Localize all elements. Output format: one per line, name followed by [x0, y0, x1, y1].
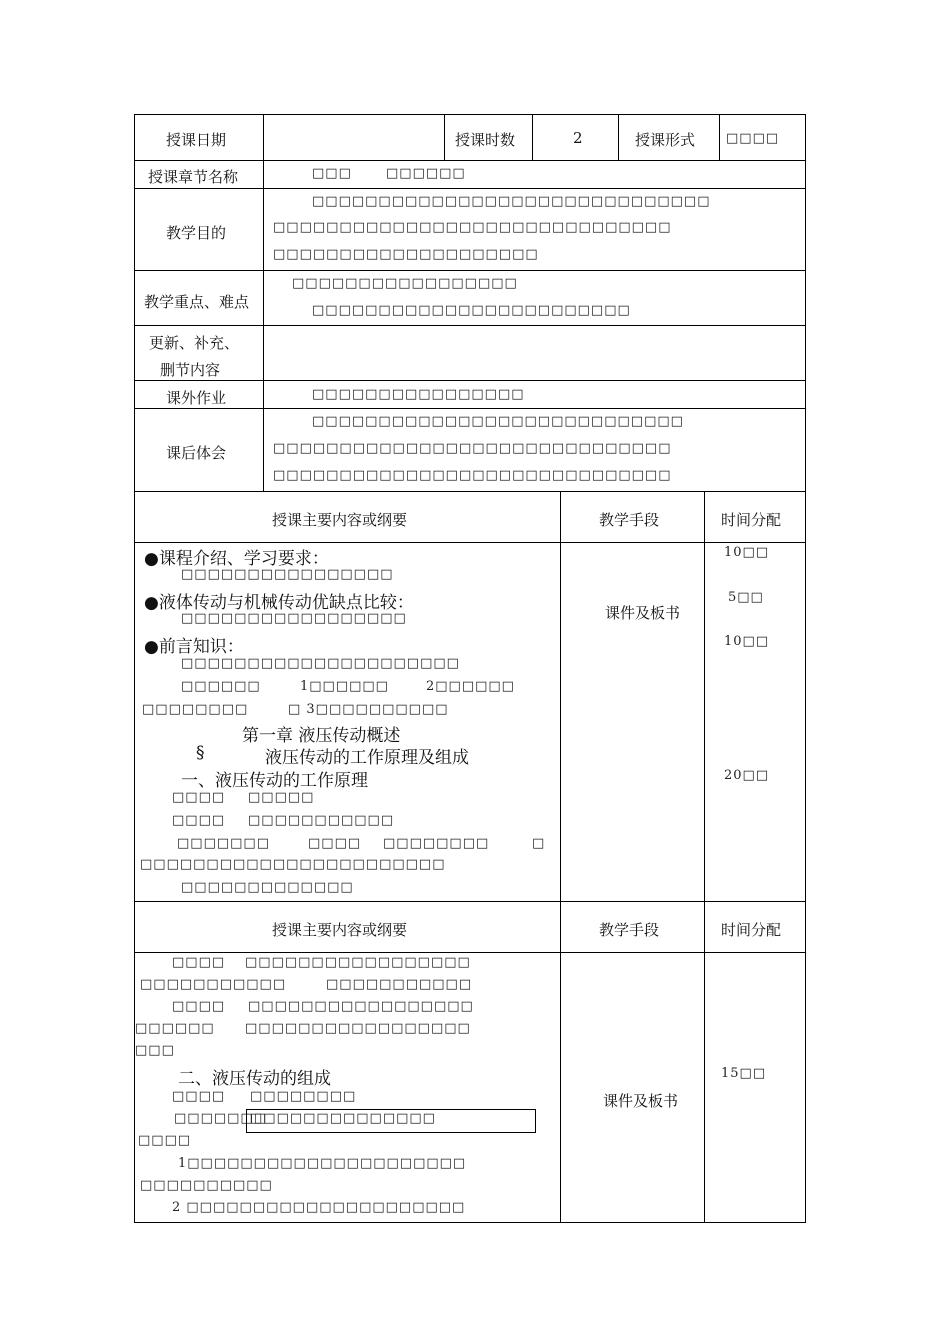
text-line: □□□□□□ — [135, 1021, 215, 1036]
text-line: □□□ — [135, 1043, 175, 1058]
text-line: □□□□□□□□□□□ — [140, 977, 287, 992]
date-label: 授课日期 — [166, 131, 227, 149]
goal-line: □□□□□□□□□□□□□□□□□□□□□□□□□□□□□□ — [273, 220, 672, 235]
reflection-line: □□□□□□□□□□□□□□□□□□□□□□□□□□□□□□ — [273, 441, 672, 456]
text-line: □□□□ — [172, 813, 226, 828]
time-value: 10□□ — [724, 545, 770, 560]
col-divider — [719, 114, 720, 160]
text-line: □□□□□□ — [181, 679, 261, 694]
text-line: □ 3□□□□□□□□□□ — [288, 702, 449, 717]
text-line: □□□□□ — [248, 790, 315, 805]
text-line: □□□□□□□□ — [142, 702, 249, 717]
chapter-title: 第一章 液压传动概述 — [242, 726, 401, 746]
text-line: □□□□ — [172, 999, 226, 1014]
text-line: □ — [532, 836, 546, 851]
chapter-value-a: □□□ — [312, 166, 352, 181]
reflection-line: □□□□□□□□□□□□□□□□□□□□□□□□□□□□□□ — [273, 468, 672, 483]
table-border-top — [134, 114, 806, 115]
goal-line: □□□□□□□□□□□□□□□□□□□□ — [273, 247, 539, 262]
text-line: □□□□□□□□□□□□□ — [181, 880, 354, 895]
boxed-text: □□□□□□□□□□□□□□ — [250, 1111, 436, 1126]
text-line: □□□□□□□□□□□ — [326, 977, 473, 992]
bullet-preface: ●前言知识： — [144, 637, 244, 657]
row-divider — [134, 160, 806, 161]
hours-value: 2 — [573, 129, 583, 147]
section-symbol: § — [196, 743, 205, 763]
text-line: □□□□□□□□□□□□□□□□□□□□□□□ — [140, 857, 446, 872]
row-divider — [134, 408, 806, 409]
text-line: 1□□□□□□□□□□□□□□□□□□□□□ — [178, 1156, 467, 1171]
reflection-label: 课后体会 — [166, 444, 227, 462]
row-divider — [134, 380, 806, 381]
homework-value: □□□□□□□□□□□□□□□□ — [312, 387, 525, 402]
hours-label: 授课时数 — [455, 131, 516, 149]
section-title: 液压传动的工作原理及组成 — [265, 748, 469, 768]
goal-line: □□□□□□□□□□□□□□□□□□□□□□□□□□□□□□ — [312, 194, 711, 209]
text-line: □□□□□□□ — [174, 1111, 267, 1126]
subsection-title: 一、液压传动的工作原理 — [181, 771, 368, 791]
label-col-divider — [263, 114, 264, 491]
update-label-2: 删节内容 — [160, 361, 221, 379]
key-points-label: 教学重点、难点 — [144, 293, 250, 311]
text-line: □□□□□□□□ — [250, 1089, 357, 1104]
table-border-right — [805, 114, 806, 1223]
row-divider — [134, 542, 806, 543]
col-divider — [532, 114, 533, 160]
time-header: 时间分配 — [721, 511, 782, 529]
text-line: □□□□ — [172, 955, 226, 970]
method-header: 教学手段 — [599, 511, 660, 529]
form-label: 授课形式 — [635, 131, 696, 149]
text-line: □□□□ — [138, 1133, 192, 1148]
chapter-value-b: □□□□□□ — [386, 166, 466, 181]
method-col-divider — [560, 491, 561, 1222]
text-line: 2□□□□□□ — [426, 679, 515, 694]
bullet-course-intro: ●课程介绍、学习要求： — [144, 549, 329, 569]
key-point-line: □□□□□□□□□□□□□□□□□ — [292, 276, 518, 291]
text-line: □□□□□□□□□□□□□□□□□ — [245, 1021, 471, 1036]
outline-header: 授课主要内容或纲要 — [272, 511, 408, 529]
bullet-sub: □□□□□□□□□□□□□□□□□□□□□ — [181, 656, 460, 671]
col-divider — [444, 114, 445, 160]
time-value: 20□□ — [724, 768, 770, 783]
text-line: 1□□□□□□ — [300, 679, 389, 694]
col-divider — [618, 114, 619, 160]
row-divider — [134, 270, 806, 271]
text-line: 2 □□□□□□□□□□□□□□□□□□□□□ — [172, 1200, 466, 1215]
text-line: □□□□□□□□□□□ — [248, 813, 395, 828]
form-value: □□□□ — [726, 131, 780, 146]
method-value: 课件及板书 — [603, 1092, 679, 1110]
row-divider — [134, 188, 806, 189]
text-line: □□□□□□□□ — [383, 836, 490, 851]
row-divider — [134, 952, 806, 953]
method-value: 课件及板书 — [605, 604, 681, 622]
text-line: □□□□ — [308, 836, 362, 851]
time-value: 15□□ — [721, 1066, 767, 1081]
goal-label: 教学目的 — [166, 224, 227, 242]
bullet-comparison: ●液体传动与机械传动优缺点比较： — [144, 593, 414, 613]
outline-header: 授课主要内容或纲要 — [272, 921, 408, 939]
row-divider — [134, 491, 806, 492]
row-divider — [134, 325, 806, 326]
time-header: 时间分配 — [721, 921, 782, 939]
chapter-label: 授课章节名称 — [148, 168, 239, 186]
subsection-title: 二、液压传动的组成 — [178, 1069, 331, 1089]
key-point-line: □□□□□□□□□□□□□□□□□□□□□□□□ — [312, 303, 631, 318]
text-line: □□□□□□□ — [177, 836, 270, 851]
text-line: □□□□ — [172, 790, 226, 805]
row-divider — [134, 901, 806, 902]
homework-label: 课外作业 — [166, 389, 227, 407]
bullet-sub: □□□□□□□□□□□□□□□□ — [181, 567, 394, 582]
text-line: □□□□□□□□□□□□□□□□□ — [248, 999, 474, 1014]
table-border-bottom — [134, 1222, 806, 1223]
reflection-line: □□□□□□□□□□□□□□□□□□□□□□□□□□□□ — [312, 414, 684, 429]
text-line: □□□□□□□□□□□□□□□□□ — [245, 955, 471, 970]
time-value: 10□□ — [724, 634, 770, 649]
text-line: □□□□□□□□□□ — [140, 1178, 273, 1193]
method-header: 教学手段 — [599, 921, 660, 939]
text-line: □□□□ — [172, 1089, 226, 1104]
time-col-divider — [704, 491, 705, 1222]
time-value: 5□□ — [728, 590, 764, 605]
update-label-1: 更新、补充、 — [149, 334, 240, 352]
bullet-sub: □□□□□□□□□□□□□□□□□ — [181, 611, 407, 626]
